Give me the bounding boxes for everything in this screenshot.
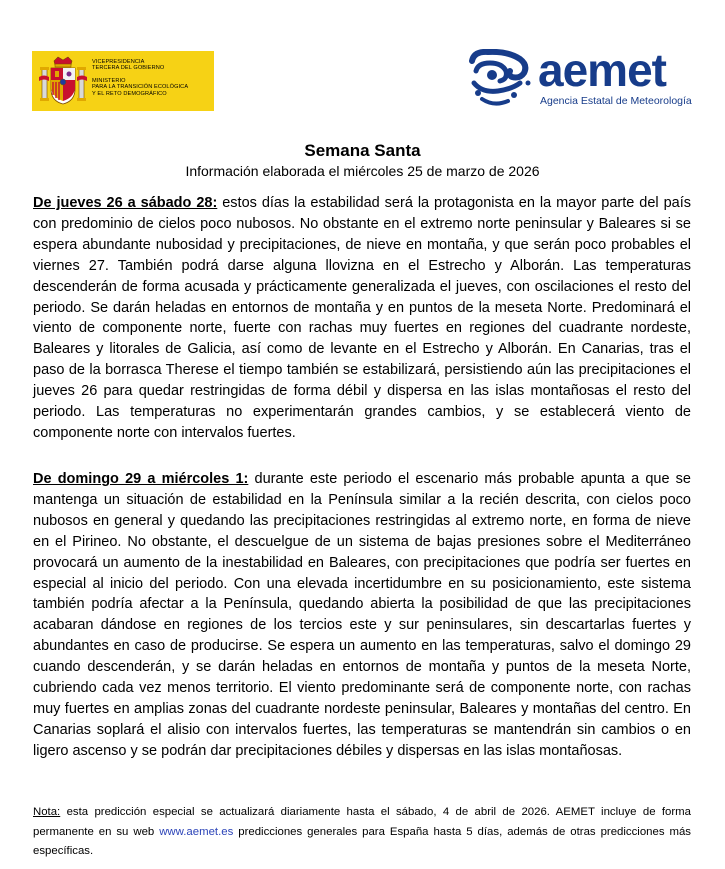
note-text-before: esta predicción especial se actualizará diariamente hasta el sábado, 4 de abril de 2026. AEMET incluye de forma permanente en su web [33,806,691,838]
government-text [92,59,210,97]
aemet-swirl-icon [468,49,536,111]
aemet-website-link[interactable]: www.aemet.es [159,825,234,838]
forecast-section-1 [33,193,691,444]
footnote [33,803,691,862]
forecast-section-2 [33,469,691,762]
agency-name: Agencia Estatal de Meteorología [540,95,692,107]
section-2-heading: De domingo 29 a miércoles 1: [33,471,249,487]
page-subtitle: Información elaborada el miércoles 25 de marzo de 2026 [185,163,540,179]
section-1-text: estos días la estabilidad será la protagonista en la mayor parte del país con predominio de cielos poco nubosos. No obstante en el extremo norte peninsular y Baleares si se espera abundante nubosidad y precipitaciones, de nieve en montaña, y que serán poco probables el viernes 27. También podrá darse alguna llovizna en el Estrecho y Alborán. Las temperaturas descenderán de forma acusada y prácticamente generalizada el jueves, con oscilaciones el resto del periodo. Se darán heladas en entornos de montaña y en puntos de la meseta Norte. Predominará el viento de componente norte, fuerte con rachas muy fuertes en regiones del cuadrante nordeste, Baleares y litorales de Galicia, así como de levante en el Estrecho y Alborán. En Canarias, tras el paso de la borrasca Therese el tiempo también se estabilizará, persistiendo aún las precipitaciones el jueves 26 para quedar restringidas de forma débil y dispersa en las islas montañosas el resto del periodo. Las temperaturas no experimentarán grandes cambios, y se establecerá viento de componente norte con intervalos fuertes. [33,195,691,441]
gov-line-2: TERCERA DEL GOBIERNO [92,65,165,72]
gov-line-3: MINISTERIO [92,77,126,84]
gov-line-5: Y EL RETO DEMOGRÁFICO [92,90,167,97]
section-2-text: durante este periodo el escenario más probable apunta a que se mantenga un situación de estabilidad en la Península similar a la recién descrita, con cielos poco nubosos en general y quedando las precipitaciones restringidas al extremo norte, en forma de nieve en el Pirineo. No obstante, el descuelgue de un sistema de bajas presiones sobre el Mediterráneo provocará un aumento de la inestabilidad en Baleares, con precipitaciones que podría ser fuertes en especial al inicio del periodo. Con una elevada incertidumbre en su posicionamiento, este sistema también podría afectar a la Península, quedando abierta la posibilidad de que las precipitaciones acabaran dándose en regiones de los tercios este y sur peninsulares, sin descartarlas fuertes y abundantes en caso de producirse. Se espera un aumento en las temperaturas, salvo el domingo 29 cuando descenderán, y se darán heladas en entornos de montaña y puntos de la meseta Norte, cubriendo cada vez menos territorio. El viento predominante será de componente norte, con rachas muy fuertes en amplias zonas del cuadrante nordeste peninsular, Baleares y montañas del centro. En Canarias soplará el alisio con intervalos fuertes, las temperaturas se mantendrán sin cambios o en ligero ascenso y se podrán dar precipitaciones débiles y dispersas en las islas montañosas. [33,471,691,759]
note-text-after: predicciones generales para España hasta 5 días, además de otras predicciones más específicas. [33,825,692,857]
page-title: Semana Santa [304,141,421,160]
aemet-wordmark: aemet [538,44,666,96]
aemet-logo [468,44,700,113]
gov-line-4: PARA LA TRANSICIÓN ECOLÓGICA [92,84,189,91]
note-label: Nota: [33,806,61,818]
section-1-heading: De jueves 26 a sábado 28: [33,195,218,211]
spain-coat-of-arms-icon [36,55,90,107]
government-logo [32,51,214,111]
gov-line-1: VICEPRESIDENCIA [92,59,145,65]
